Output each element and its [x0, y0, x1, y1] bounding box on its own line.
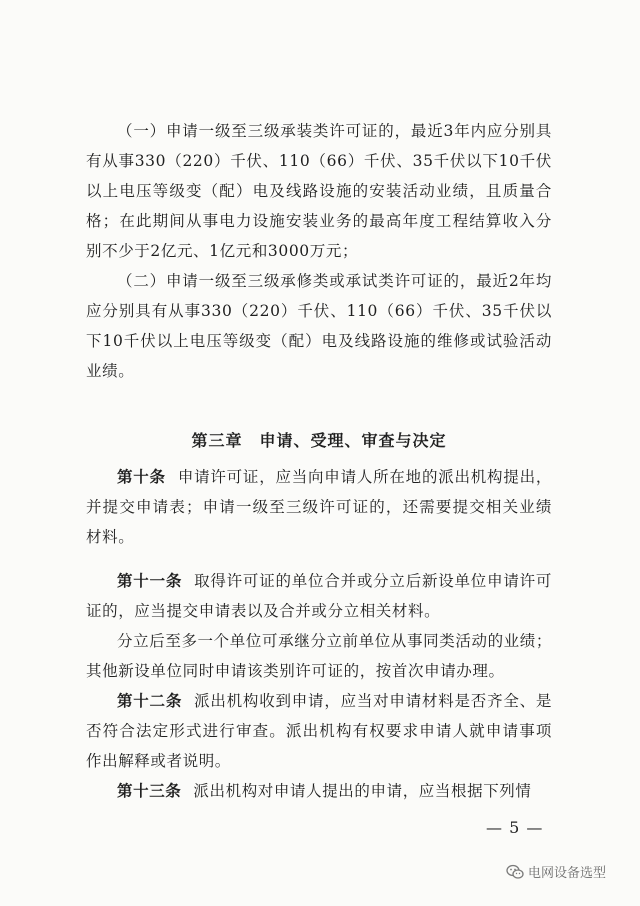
article-label: 第十三条 [117, 782, 182, 800]
chapter-title: 第三章 申请、受理、审查与决定 [191, 431, 447, 450]
article-11 [86, 566, 552, 626]
article-10 [86, 462, 552, 552]
article-12 [86, 686, 552, 776]
article-text: 派出机构收到申请，应当对申请材料是否齐全、是否符合法定形式进行审查。派出机构有权要求申请人就申请事项作出解释或者说明。 [86, 692, 552, 770]
article-label: 第十条 [117, 468, 166, 486]
article-text: 申请许可证，应当向申请人所在地的派出机构提出，并提交申请表；申请一级至三级许可证的，还需要提交相关业绩材料。 [86, 468, 552, 546]
wechat-icon [506, 864, 524, 880]
article-13 [86, 776, 552, 806]
article-label: 第十二条 [117, 692, 183, 710]
article-text: 取得许可证的单位合并或分立后新设单位申请许可证的，应当提交申请表以及合并或分立相关材料。 [86, 572, 552, 620]
article-label: 第十一条 [117, 572, 183, 590]
paragraph-item-2: （二）申请一级至三级承修类或承试类许可证的，最近2年均应分别具有从事330（220）千伏、110（66）千伏、35千伏以下10千伏以上电压等级变（配）电及线路设施的维修或试验活动业绩。 [86, 272, 552, 380]
page-number: — 5 — [486, 818, 544, 837]
paragraph-item-1: （一）申请一级至三级承装类许可证的，最近3年内应分别具有从事330（220）千伏、110（66）千伏、35千伏以下10千伏以上电压等级变（配）电及线路设施的安装活动业绩，且质量合格；在此期间从事电力设施安装业务的最高年度工程结算收入分别不少于2亿元、1亿元和3000万元； [86, 122, 552, 260]
watermark-text: 电网设备选型 [528, 866, 607, 881]
watermark [506, 862, 606, 881]
article-11-continuation: 分立后至多一个单位可承继分立前单位从事同类活动的业绩；其他新设单位同时申请该类别许可证的，按首次申请办理。 [86, 632, 552, 680]
article-text: 派出机构对申请人提出的申请，应当根据下列情 [193, 782, 532, 800]
